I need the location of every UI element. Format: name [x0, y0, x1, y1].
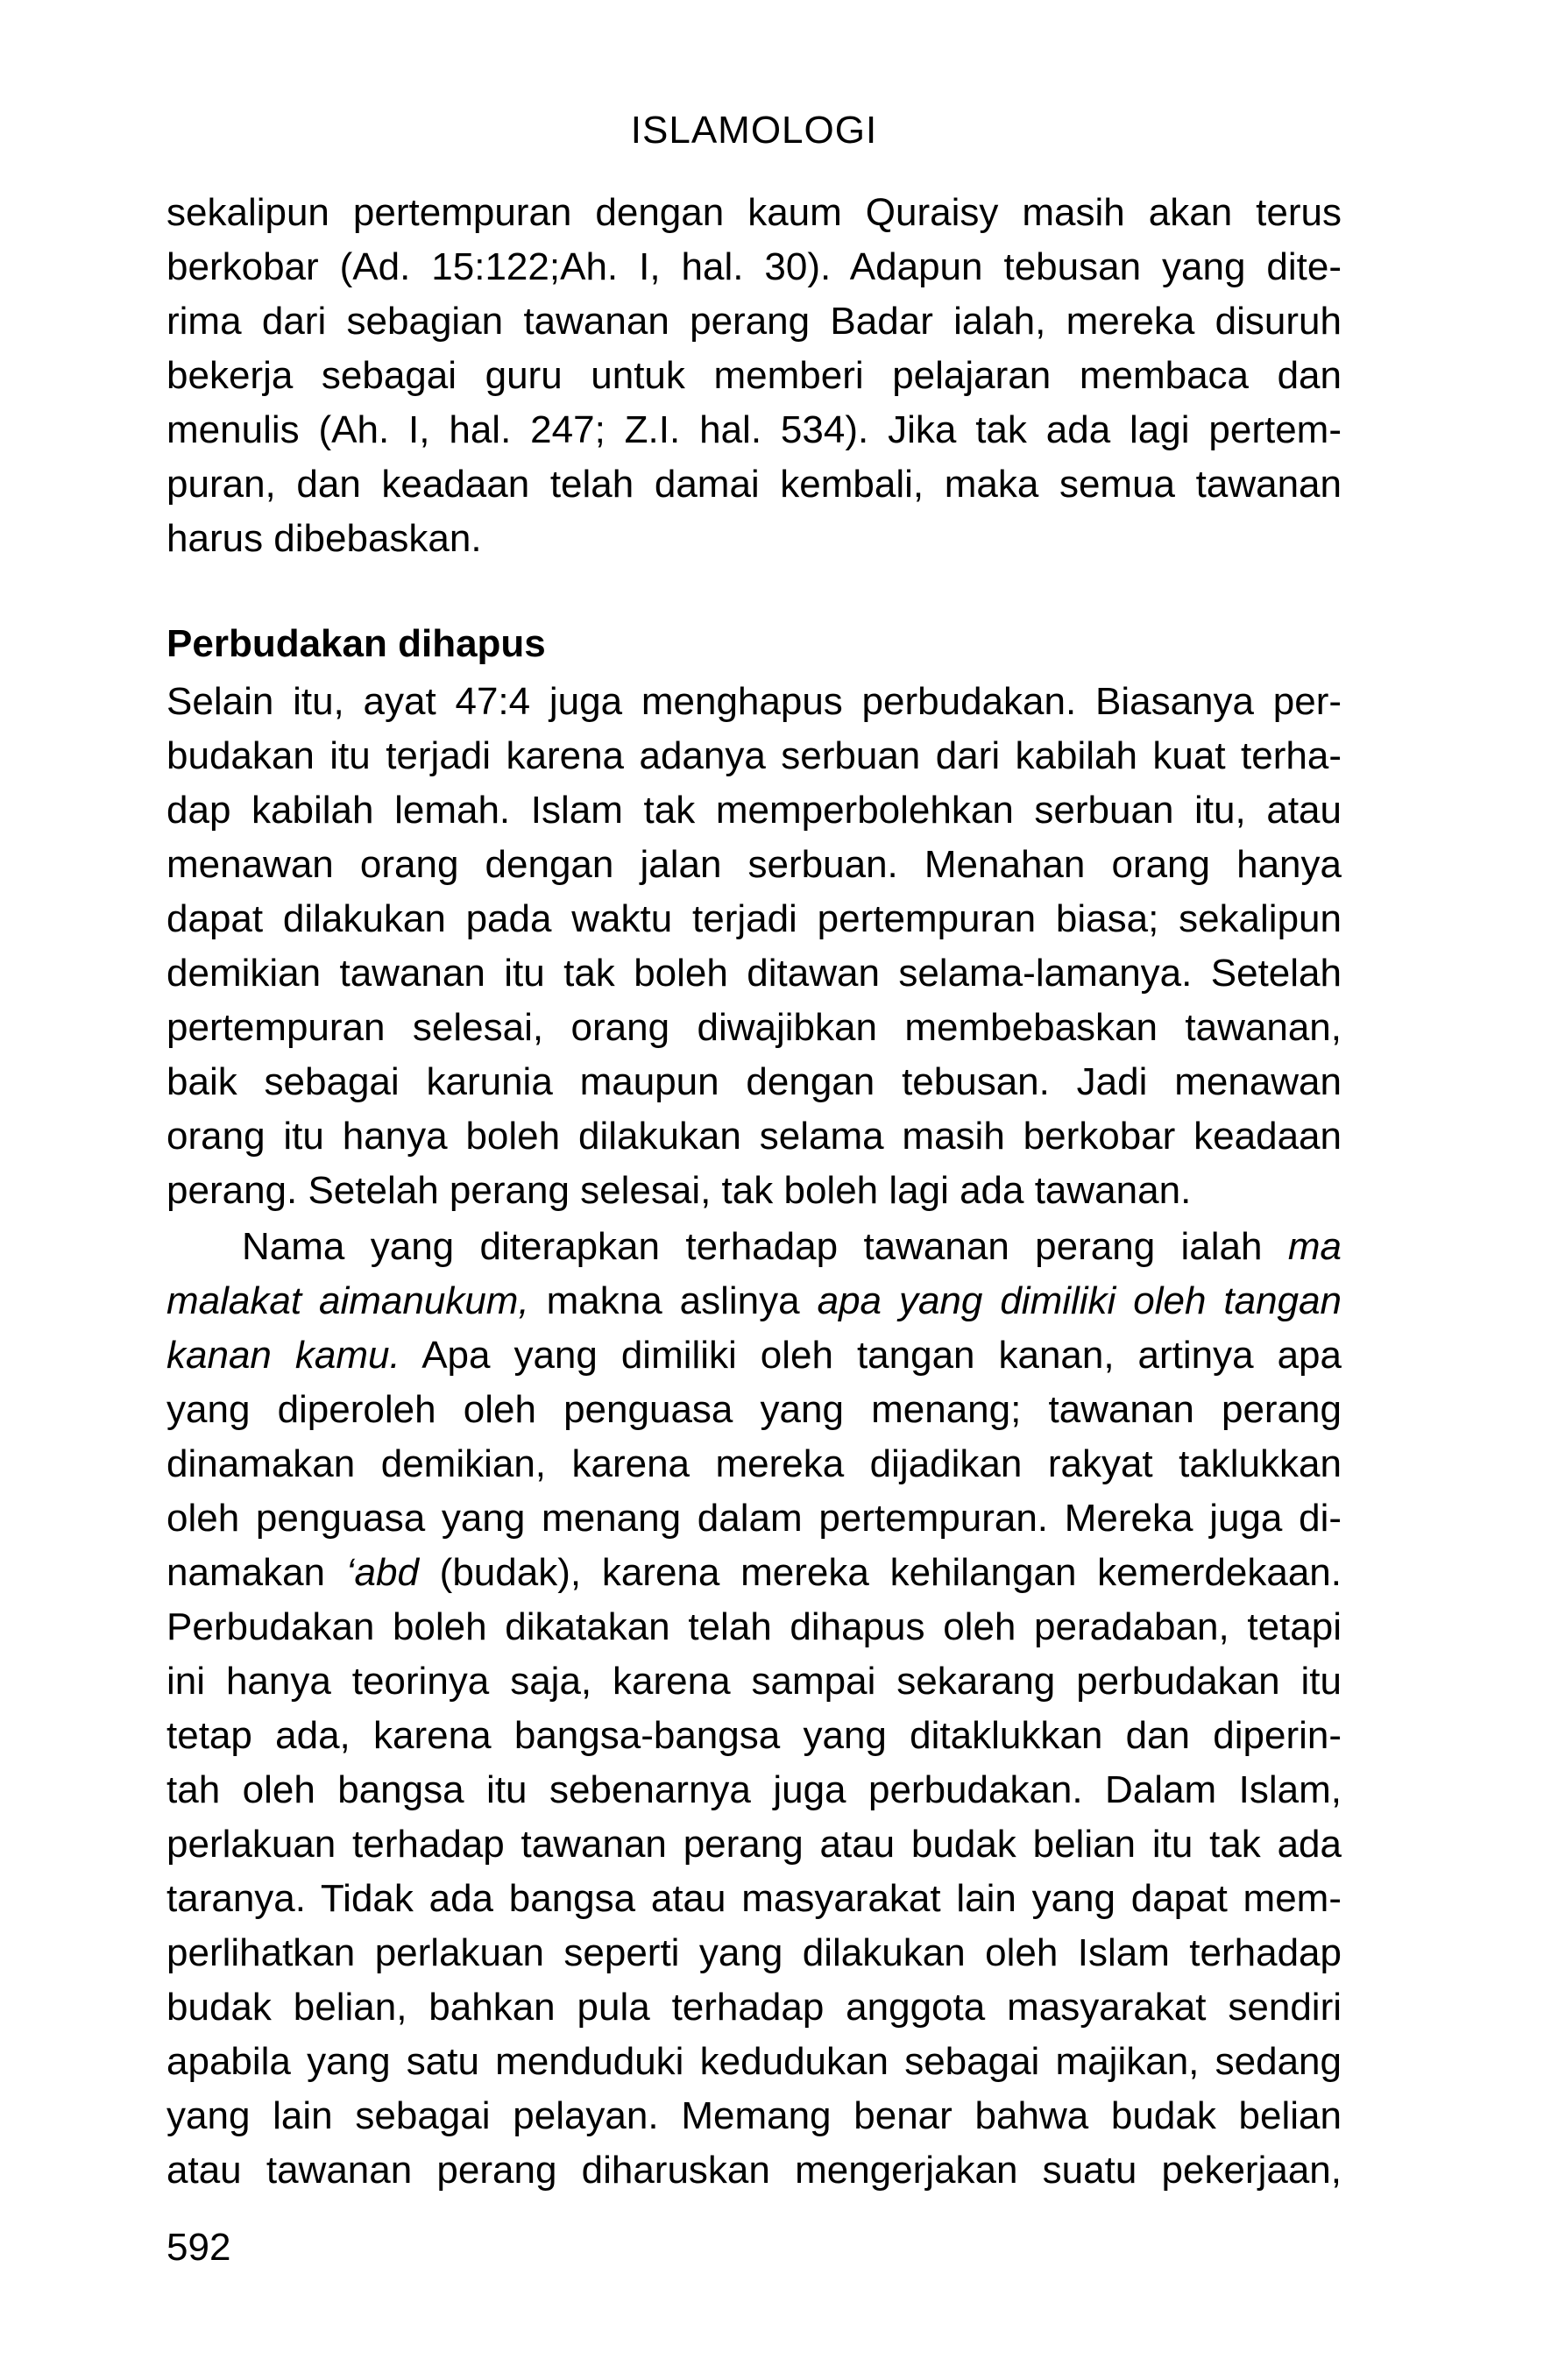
- text-line: puran, dan keadaan telah damai kembali, maka semua tawanan: [166, 463, 1342, 506]
- text-line: berkobar (Ad. 15:122;Ah. I, hal. 30). Adapun tebusan yang dite-: [166, 245, 1342, 288]
- text-segment: Apa yang dimiliki oleh tangan kanan, artinya apa: [400, 1334, 1342, 1377]
- text-line: baik sebagai karunia maupun dengan tebusan. Jadi menawan: [166, 1060, 1342, 1103]
- text-line: Perbudakan boleh dikatakan telah dihapus oleh peradaban, tetapi: [166, 1605, 1342, 1648]
- text-line: dinamakan demikian, karena mereka dijadikan rakyat taklukkan: [166, 1442, 1342, 1485]
- section-heading: Perbudakan dihapus: [166, 622, 546, 665]
- text-line: sekalipun pertempuran dengan kaum Quraisy masih akan terus: [166, 191, 1342, 234]
- paragraph-2: [166, 675, 1342, 1218]
- book-title-header: ISLAMOLOGI: [630, 109, 878, 152]
- italic-segment: apa yang dimiliki oleh tangan: [817, 1279, 1342, 1322]
- text-line: perlakuan terhadap tawanan perang atau budak belian itu tak ada: [166, 1823, 1342, 1866]
- text-line: orang itu hanya boleh dilakukan selama masih berkobar keadaan: [166, 1115, 1342, 1158]
- text-segment: makna aslinya: [528, 1279, 818, 1322]
- text-column: [166, 186, 1342, 2275]
- italic-segment: ma: [1287, 1225, 1342, 1268]
- text-line: budakan itu terjadi karena adanya serbuan dari kabilah kuat terha-: [166, 734, 1342, 777]
- text-line: [166, 1328, 1342, 1383]
- text-segment: (budak), karena mereka kehilangan kemerdekaan.: [418, 1551, 1342, 1594]
- text-line: pertempuran selesai, orang diwajibkan membebaskan tawanan,: [166, 1006, 1342, 1049]
- text-line: yang lain sebagai pelayan. Memang benar bahwa budak belian: [166, 2094, 1342, 2137]
- italic-segment: ‘abd: [345, 1551, 419, 1594]
- text-line: perang. Setelah perang selesai, tak boleh lagi ada tawanan.: [166, 1169, 1192, 1212]
- text-line: tetap ada, karena bangsa-bangsa yang ditaklukkan dan diperin-: [166, 1714, 1342, 1757]
- text-line: apabila yang satu menduduki kedudukan sebagai majikan, sedang: [166, 2040, 1342, 2083]
- text-line: menulis (Ah. I, hal. 247; Z.I. hal. 534). Jika tak ada lagi pertem-: [166, 408, 1342, 451]
- paragraph-1: [166, 186, 1342, 566]
- italic-segment: malakat aimanukum,: [166, 1279, 529, 1322]
- text-line: demikian tawanan itu tak boleh ditawan selama-lamanya. Setelah: [166, 952, 1342, 995]
- text-line: dapat dilakukan pada waktu terjadi pertempuran biasa; sekalipun: [166, 897, 1342, 940]
- text-segment: Nama yang diterapkan terhadap tawanan perang ialah: [242, 1225, 1288, 1268]
- text-line: oleh penguasa yang menang dalam pertempuran. Mereka juga di-: [166, 1497, 1342, 1540]
- text-segment: namakan: [166, 1551, 346, 1594]
- text-line: harus dibebaskan.: [166, 517, 482, 560]
- text-line: [166, 1546, 1342, 1600]
- text-line: dap kabilah lemah. Islam tak memperbolehkan serbuan itu, atau: [166, 789, 1342, 832]
- text-line: rima dari sebagian tawanan perang Badar ialah, mereka disuruh: [166, 300, 1342, 343]
- text-line: atau tawanan perang diharuskan mengerjakan suatu pekerjaan,: [166, 2149, 1342, 2192]
- text-line: budak belian, bahkan pula terhadap anggota masyarakat sendiri: [166, 1986, 1342, 2029]
- text-line: Selain itu, ayat 47:4 juga menghapus perbudakan. Biasanya per-: [166, 680, 1342, 723]
- running-header: [166, 103, 1342, 158]
- text-line: [166, 1274, 1342, 1328]
- text-line: taranya. Tidak ada bangsa atau masyarakat lain yang dapat mem-: [166, 1877, 1342, 1920]
- text-line: ini hanya teorinya saja, karena sampai sekarang perbudakan itu: [166, 1660, 1342, 1703]
- page-number: 592: [166, 2226, 231, 2269]
- text-line: bekerja sebagai guru untuk memberi pelajaran membaca dan: [166, 354, 1342, 397]
- text-line: yang diperoleh oleh penguasa yang menang; tawanan perang: [166, 1388, 1342, 1431]
- text-line: [166, 1220, 1342, 1274]
- italic-segment: kanan kamu.: [166, 1334, 400, 1377]
- text-line: menawan orang dengan jalan serbuan. Menahan orang hanya: [166, 843, 1342, 886]
- text-line: perlihatkan perlakuan seperti yang dilakukan oleh Islam terhadap: [166, 1931, 1342, 1974]
- text-line: tah oleh bangsa itu sebenarnya juga perbudakan. Dalam Islam,: [166, 1768, 1342, 1811]
- paragraph-3: [166, 1220, 1342, 2198]
